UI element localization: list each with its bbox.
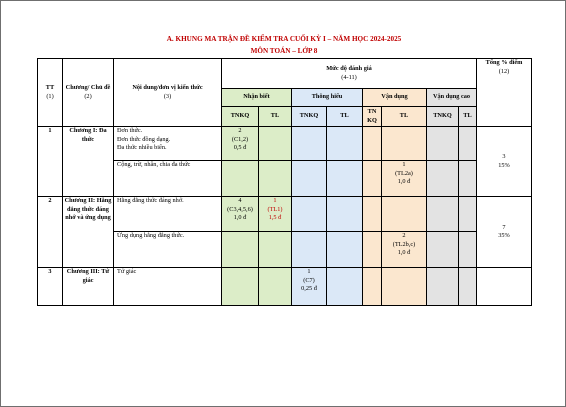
matrix-table-wrapper: [37, 58, 532, 306]
row2-noidung-2: Ứng dụng hằng đẳng thức.: [114, 232, 222, 268]
matrix-table: [37, 58, 532, 306]
row2-vd-tl: 2 (TL2b,c) 1,0 đ: [382, 232, 427, 268]
th-tnkq-header: TNKQ: [292, 107, 327, 127]
header-thonghieu: Thông hiểu: [292, 89, 363, 107]
row3-th-tnkq: 1 (C7) 0,25 đ: [292, 268, 327, 306]
row3-tt: 3: [38, 268, 63, 306]
th-tl-header: TL: [327, 107, 363, 127]
row1-tt: 1: [38, 127, 63, 197]
row3-noidung-1: Tứ giác: [114, 268, 222, 306]
nb-tl-header: TL: [259, 107, 292, 127]
row1-noidung-2: Cộng, trừ, nhân, chia đa thức: [114, 161, 222, 197]
row2-chuong: Chương II: Hằng đẳng thức đáng nhớ và ứng dụng: [63, 197, 114, 268]
nb-tnkq-header: TNKQ: [222, 107, 259, 127]
table-row: [38, 268, 532, 306]
vd-tnkq-header: TN KQ: [363, 107, 382, 127]
header-tt: TT (1): [38, 59, 63, 127]
row3-chuong: Chương III: Tứ giác: [63, 268, 114, 306]
row1-noidung-1: Đơn thức. Đơn thức đồng dạng. Đa thức nhiều biến.: [114, 127, 222, 161]
header-tong: Tổng % điểm (12): [477, 59, 532, 127]
row2-nb-tnkq: 4 (C3,4,5,6) 1,0 đ: [222, 197, 259, 232]
matrix-title: A. KHUNG MA TRẬN ĐỀ KIỂM TRA CUỐI KỲ I – NĂM HỌC 2024-2025: [166, 35, 402, 43]
header-vandungcao: Vận dụng cao: [427, 89, 477, 107]
row1-vd-tl: 1 (TL2a) 1,0 đ: [382, 161, 427, 197]
row2-tt: 2: [38, 197, 63, 268]
header-noidung: Nội dung/đơn vị kiến thức (3): [114, 59, 222, 127]
header-chuong: Chương/ Chủ đề (2): [63, 59, 114, 127]
vd-tl-header: TL: [382, 107, 427, 127]
row1-nb-tnkq: 2 (C1,2) 0,5 đ: [222, 127, 259, 161]
row2-tong: 7 35%: [477, 197, 532, 268]
row1-tong: 3 15%: [477, 127, 532, 197]
row2-noidung-1: Hằng đẳng thức đáng nhớ.: [114, 197, 222, 232]
row2-nb-tl: 1 (TL1) 1,5 đ: [259, 197, 292, 232]
table-row: [38, 127, 532, 161]
vdc-tnkq-header: TNKQ: [427, 107, 459, 127]
subject-title: MÔN TOÁN – LỚP 8: [250, 47, 318, 55]
header-mucdo: Mức độ đánh giá (4-11): [222, 59, 477, 89]
header-vandung: Vận dụng: [363, 89, 427, 107]
row1-chuong: Chương I: Đa thức: [63, 127, 114, 197]
header-nhanbiet: Nhận biết: [222, 89, 292, 107]
table-row: [38, 197, 532, 232]
vdc-tl-header: TL: [459, 107, 477, 127]
